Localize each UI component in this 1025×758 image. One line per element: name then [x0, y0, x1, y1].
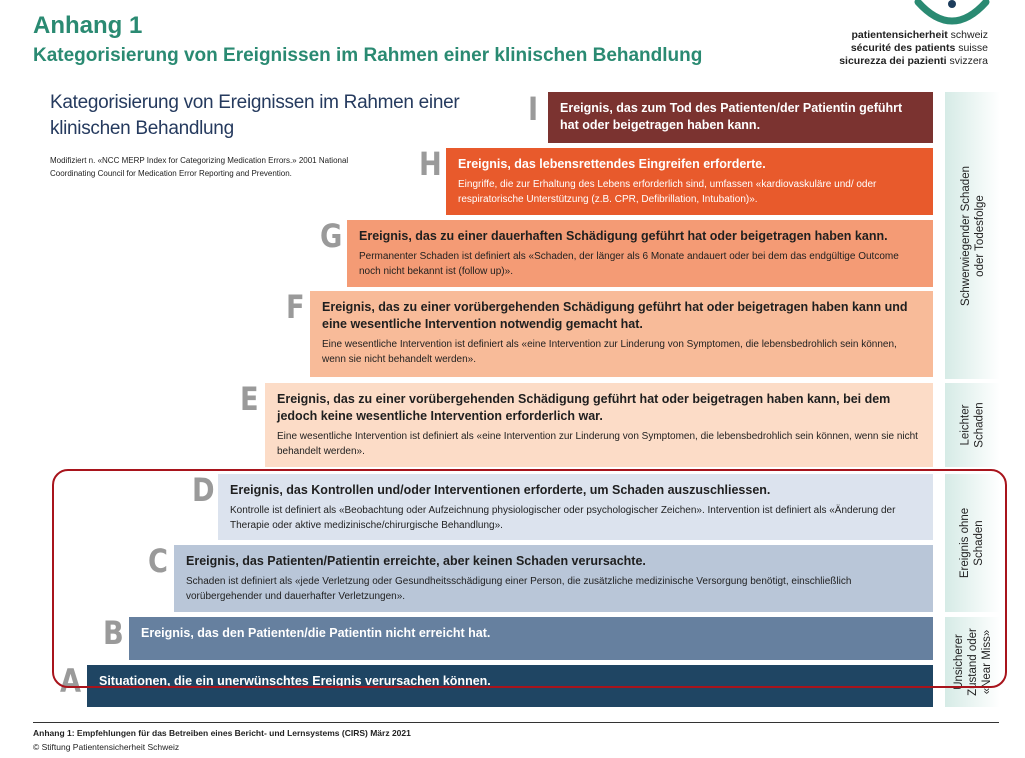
category-letter-h: H	[419, 145, 442, 183]
side-label-no-harm-line1: Ereignis ohne	[959, 507, 972, 579]
figure-source: Modifiziert n. «NCC MERP Index for Categorizing Medication Errors.» 2001 National Coordinating Council for Medication Error Reporting and Prevention.	[50, 156, 349, 178]
category-f-desc: Eine wesentliche Intervention ist definiert als «eine Intervention zur Linderung von Symptomen, die lebensbedrohlich sein können, wenn sie nicht behandelt werden».	[322, 339, 897, 365]
side-label-minor-line1: Leichter	[959, 404, 972, 446]
category-f-box	[310, 291, 933, 377]
category-h-head: Ereignis, das lebensrettendes Eingreifen erforderte.	[458, 157, 766, 171]
category-i-head: Ereignis, das zum Tod des Patienten/der Patientin geführt hat oder beigetragen haben kann.	[560, 101, 903, 132]
category-e-head: Ereignis, das zu einer vorübergehenden Schädigung geführt hat oder beigetragen haben kann, bei dem jedoch keine wesentliche Intervention erforderlich war.	[277, 392, 891, 423]
category-c-head: Ereignis, das Patienten/Patientin erreichte, aber keinen Schaden verursachte.	[186, 554, 646, 568]
footer-copyright: © Stiftung Patientensicherheit Schweiz	[33, 742, 180, 752]
highlight-frame	[52, 469, 1007, 688]
category-d-head: Ereignis, das Kontrollen und/oder Interventionen erforderte, um Schaden auszuschliessen.	[230, 483, 771, 497]
side-label-severe-line2: oder Todesfolge	[973, 194, 986, 277]
category-g-box	[347, 220, 933, 287]
category-h-desc: Eingriffe, die zur Erhaltung des Lebens erforderlich sind, umfassen «kardiovaskuläre und/ oder respiratorische Unterstützung (z.B. CPR, Defibrillation, Intubation)».	[458, 179, 877, 205]
side-label-minor	[945, 383, 1000, 467]
category-letter-d: D	[192, 471, 215, 509]
side-label-near-miss-line3: «Near Miss»	[980, 629, 993, 695]
category-letter-e: E	[240, 380, 259, 418]
category-e-desc: Eine wesentliche Intervention ist definiert als «eine Intervention zur Linderung von Symptomen, die lebensbedrohlich sein können, wenn sie nicht behandelt werden».	[277, 431, 918, 457]
category-e-box	[265, 383, 933, 467]
logo-arc-icon	[912, 0, 992, 28]
category-h-box	[446, 148, 933, 215]
side-label-severe-line1: Schwerwiegender Schaden	[959, 165, 972, 306]
category-letter-b: B	[103, 614, 124, 652]
side-label-severe	[945, 92, 1000, 379]
category-g-desc: Permanenter Schaden ist definiert als «Schaden, der länger als 6 Monate andauert oder bei dem das endgültige Outcome noch nicht bekannt ist (follow up)».	[359, 251, 899, 277]
logo-line1-rest: schweiz	[947, 29, 988, 41]
category-letter-f: F	[286, 288, 305, 326]
figure-title: Kategorisierung von Ereignissen im Rahmen einer klinischen Behandlung	[50, 92, 460, 139]
side-label-near-miss-line1: Unsicherer	[952, 634, 965, 690]
category-b-head: Ereignis, das den Patienten/die Patientin nicht erreicht hat.	[141, 626, 491, 640]
logo-line2-bold: sécurité des patients	[850, 42, 956, 54]
category-c-desc: Schaden ist definiert als «jede Verletzung oder Gesundheitsschädigung einer Person, die zusätzliche medizinische Versorgung benötigt, einschließlich vorübergehender und dauerhafter Verletzungen».	[186, 576, 852, 602]
side-label-near-miss-line2: Zustand oder	[966, 628, 979, 696]
footer-text: Anhang 1: Empfehlungen für das Betreiben eines Bericht- und Lernsystems (CIRS) März 2021	[33, 728, 411, 738]
category-a-head: Situationen, die ein unerwünschtes Ereignis verursachen können.	[99, 674, 491, 688]
category-g-head: Ereignis, das zu einer dauerhaften Schädigung geführt hat oder beigetragen haben kann.	[359, 229, 888, 243]
category-f-head: Ereignis, das zu einer vorübergehenden Schädigung geführt hat oder beigetragen haben kann und eine wesentliche Intervention notwendig gemacht hat.	[322, 300, 908, 331]
category-d-desc: Kontrolle ist definiert als «Beobachtung oder Aufzeichnung physiologischer oder psychologischer Zeichen». Intervention ist definiert als «Änderung der Therapie oder aktive medizinische/chirurgische Behandlung».	[230, 505, 896, 531]
side-label-no-harm-line2: Schaden	[973, 520, 986, 566]
logo-line2-rest: suisse	[955, 42, 988, 54]
side-label-minor-line2: Schaden	[973, 402, 986, 448]
page-subtitle: Kategorisierung von Ereignissen im Rahmen einer klinischen Behandlung	[33, 45, 703, 66]
category-letter-a: A	[60, 662, 82, 700]
organization-logo	[839, 0, 1010, 72]
logo-line1-bold: patientensicherheit	[851, 29, 948, 41]
category-letter-i: I	[528, 90, 539, 128]
logo-line3-rest: svizzera	[946, 55, 988, 67]
category-letter-g: G	[320, 217, 343, 255]
logo-line3-bold: sicurezza dei pazienti	[839, 55, 947, 67]
footer-divider	[33, 722, 999, 723]
page-title: Anhang 1	[33, 12, 143, 39]
category-letter-c: C	[148, 542, 168, 580]
category-i-box	[548, 92, 933, 143]
